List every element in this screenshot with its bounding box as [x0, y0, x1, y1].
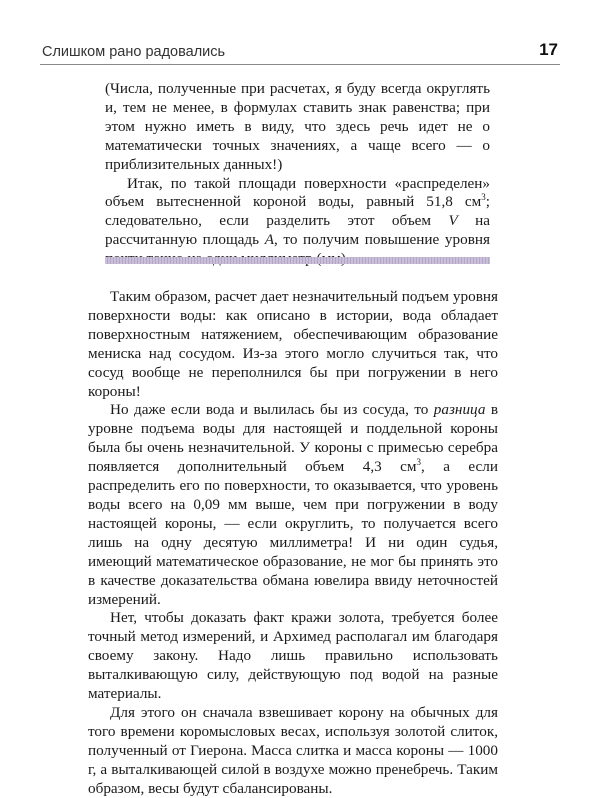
box-text-b: ; следовательно, если разделить этот объем — [105, 193, 490, 230]
main-p2-emphasis: разница — [433, 401, 486, 419]
sidebar-box — [105, 80, 490, 269]
box-paragraph-calculation — [105, 175, 490, 270]
main-paragraph-4: Для этого он сначала взвешивает корону на обычных для того времени коромысловых весах, используя золотой слиток, полученный от Гиерона. Масса слитка и масса короны — 1000 г, а выталкивающей силой в воздухе можно пренебречь. Таким образом, весы будут сбалансированы. — [88, 703, 498, 797]
main-p2-text-a: Но даже если вода и вылилась бы из сосуда, то — [110, 401, 434, 419]
main-p2-text-c: , а если распределить его по поверхности, то оказывается, что уровень воды всего на 0,09 мм выше, чем при погружении в воду настоящей короны, — если округлить, то получается всего лишь на одну десятую миллиметра! И ни один судья, имеющий математическое образование, не мог бы принять это в качестве доказательства обмана ювелира ввиду неточностей измерений. — [88, 458, 499, 608]
box-text-a: Итак, по такой площади поверхности «распределен» объем вытесненной короной воды, равный 51,8 см — [105, 174, 490, 211]
main-p2-superscript: 3 — [416, 457, 422, 468]
box-var-v: V — [448, 212, 458, 230]
page-number: 17 — [539, 40, 558, 59]
box-paragraph-note: (Числа, полученные при расчетах, я буду всегда округлять и, тем не менее, в формулах ставить знак равенства; при этом нужно иметь в виду, что здесь речь идет не о математически точных значениях, а чаще всего — о приблизительных данных!) — [105, 80, 490, 173]
main-p2-text-b: в уровне подъема воды для настоящей и поддельной короны была бы очень незначительной. У короны с примесью серебра появляется дополнительный объем 4,3 см — [88, 401, 498, 476]
main-paragraph-2 — [88, 401, 498, 609]
main-paragraph-1: Таким образом, расчет дает незначительный подъем уровня поверхности воды: как описано в истории, вода обладает поверхностным натяжением, обеспечивающим образование мениска над сосудом. Из-за этого могло случиться так, что сосуд вообще не переполнился бы при погружении в него короны! — [88, 288, 498, 400]
running-header — [40, 40, 560, 62]
running-header-title: Слишком рано радовались — [42, 44, 226, 60]
box-text-c: на рассчитанную площадь — [105, 212, 490, 249]
section-divider — [105, 257, 490, 264]
main-text — [88, 288, 498, 798]
box-var-a: A — [264, 231, 274, 249]
box-text-d: , то получим повышение уровня — [273, 231, 490, 249]
main-paragraph-3: Нет, чтобы доказать факт кражи золота, требуется более точный метод измерений, и Архимед располагал им благодаря своему закону. Надо лишь правильно использовать выталкивающую силу, действующую под водой на разные материалы. — [88, 609, 498, 703]
box-superscript: 3 — [481, 192, 486, 203]
header-rule — [40, 64, 560, 65]
